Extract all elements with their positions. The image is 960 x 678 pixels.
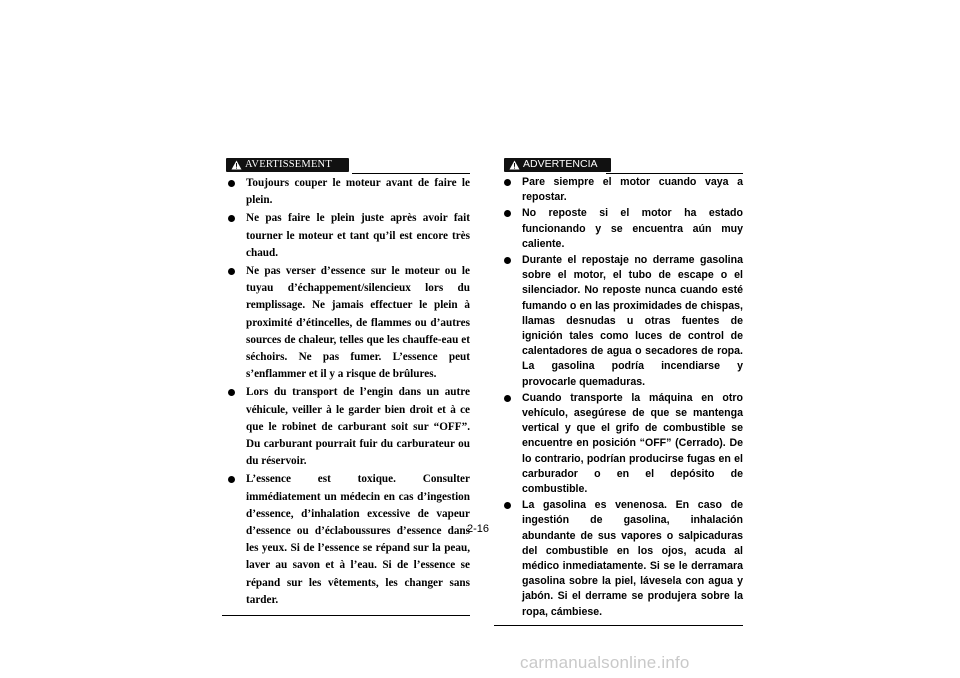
- warning-triangle-icon: [231, 160, 242, 170]
- spanish-bottom-rule: [494, 625, 743, 626]
- page-number: 2-16: [467, 523, 490, 535]
- spanish-warning-label: ADVERTENCIA: [523, 158, 598, 171]
- list-item: Durante el repostaje no derrame gasolina sobre el motor, el tubo de escape o el silenciador. No reposte nunca cuando esté fumando o en las proximidades de chispas, llamas desnudas u otras fuentes de ignición tales como luces de control de calentadores de agua o secadores de ropa. La gasolina podría incendiarse y provocarle quemaduras.: [494, 253, 743, 390]
- spanish-header-rule: [606, 173, 743, 174]
- spanish-warning-header: [494, 158, 743, 174]
- list-item: Ne pas faire le plein juste après avoir fait tourner le moteur et tant qu’il est encore très chaud.: [222, 210, 470, 262]
- list-item: No reposte si el motor ha estado funcionando y se encuentra aún muy caliente.: [494, 206, 743, 252]
- bullet-icon: [504, 257, 511, 264]
- french-header-rule: [352, 173, 470, 174]
- warning-triangle-icon: [509, 160, 520, 170]
- list-item: La gasolina es venenosa. En caso de ingestión de gasolina, inhalación abundante de sus vapores o salpicaduras del combustible en los ojos, acuda al médico inmediatamente. Si se le derramara gasolina sobre la piel, lávesela con agua y jabón. Si el derrame se produjera sobre la ropa, cámbiese.: [494, 498, 743, 620]
- list-item: L’essence est toxique. Consulter immédiatement un médecin en cas d’ingestion d’essence, d’inhalation excessive de vapeur d’essence ou d’éclaboussures d’essence dans les yeux. Si de l’essence se répand sur la peau, laver au savon et à l’eau. Si de l’essence se répand sur les vêtements, les changer sans tarder.: [222, 471, 470, 609]
- bullet-icon: [228, 476, 235, 483]
- spanish-warning-badge: [504, 158, 611, 172]
- bullet-icon: [228, 268, 235, 275]
- bullet-icon: [228, 180, 235, 187]
- french-warning-header: [222, 158, 470, 174]
- watermark: carmanualsonline.info: [520, 653, 690, 672]
- list-item: Ne pas verser d’essence sur le moteur ou le tuyau d’échappement/silencieux lors du remplissage. Ne jamais effectuer le plein à proximité d’étincelles, de flammes ou d’autres sources de chaleur, telles que les chauffe-eau et séchoirs. Ne pas fumer. L’essence peut s’enflammer et il y a risque de brûlures.: [222, 263, 470, 383]
- list-item: Lors du transport de l’engin dans un autre véhicule, veiller à le garder bien droit et à ce que le robinet de carburant soit sur “OFF”. Du carburant pourrait fuir du carburateur ou du réservoir.: [222, 384, 470, 470]
- french-warning-label: AVERTISSEMENT: [245, 159, 332, 171]
- spanish-warning-list: [494, 175, 743, 620]
- bullet-icon: [504, 502, 511, 509]
- spanish-warning-section: [494, 158, 743, 626]
- french-warning-section: [222, 158, 470, 616]
- bullet-icon: [228, 215, 235, 222]
- bullet-icon: [504, 179, 511, 186]
- french-bottom-rule: [222, 615, 470, 616]
- list-item: Pare siempre el motor cuando vaya a repostar.: [494, 175, 743, 205]
- french-warning-list: [222, 175, 470, 609]
- bullet-icon: [504, 395, 511, 402]
- bullet-icon: [228, 389, 235, 396]
- list-item: Cuando transporte la máquina en otro vehículo, asegúrese de que se mantenga vertical y que el grifo de combustible se encuentre en posición “OFF” (Cerrado). De lo contrario, podrían producirse fugas en el carburador o en el depósito de combustible.: [494, 391, 743, 497]
- list-item: Toujours couper le moteur avant de faire le plein.: [222, 175, 470, 209]
- bullet-icon: [504, 210, 511, 217]
- french-warning-badge: [226, 158, 349, 172]
